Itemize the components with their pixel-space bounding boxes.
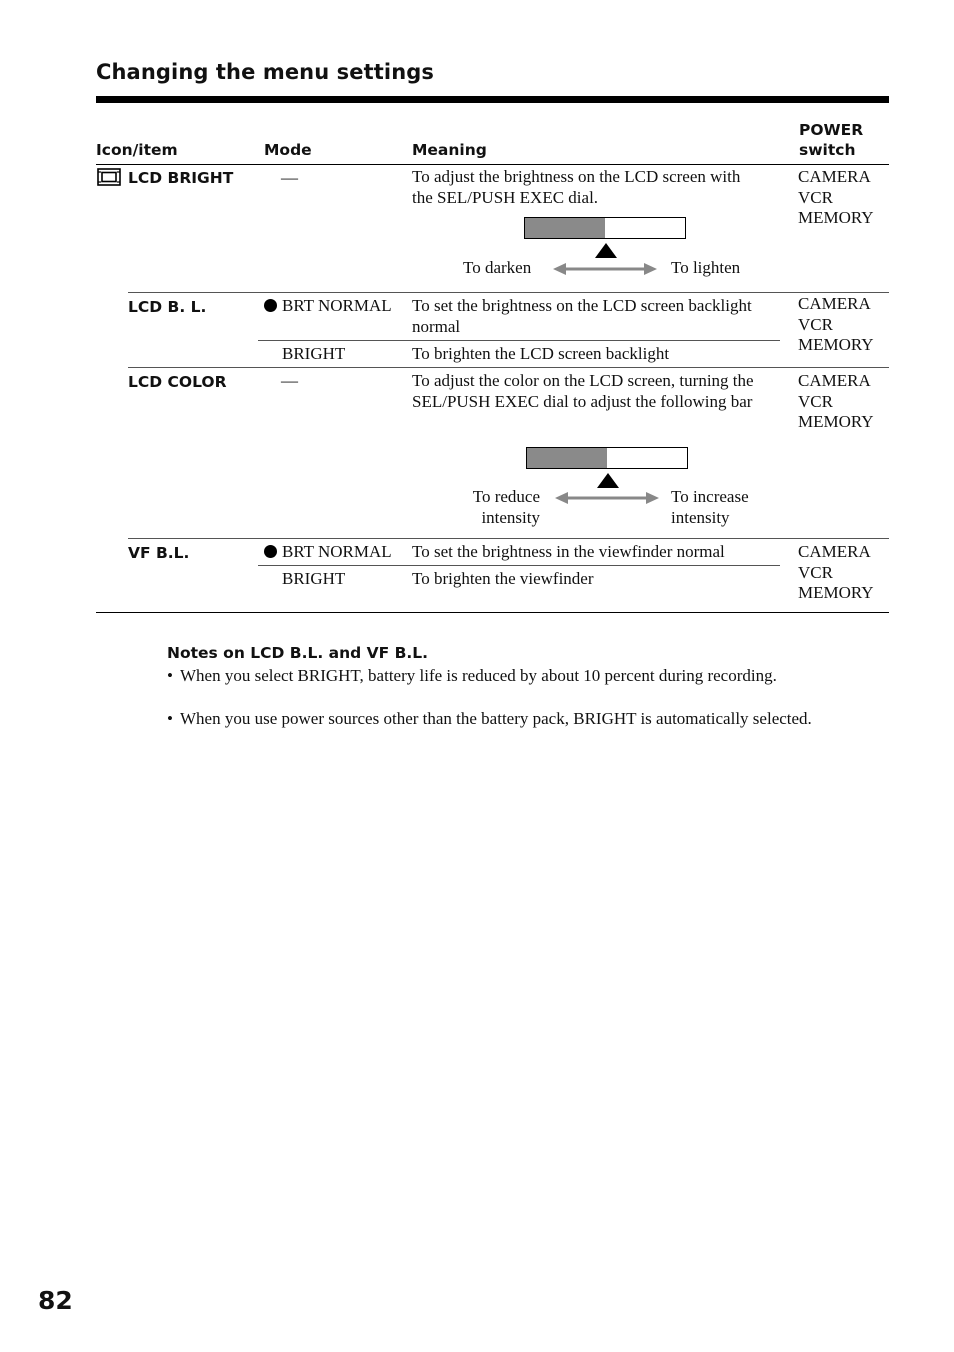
note-item [167,708,867,730]
default-setting-dot-icon [264,299,277,312]
note-text: When you use power sources other than the battery pack, BRIGHT is automatically selected. [180,709,812,728]
power-modes: CAMERA VCR MEMORY [798,371,874,432]
row-divider [128,538,889,539]
meaning-text: To set the brightness in the viewfinder normal [412,542,725,561]
item-lcd-bl: LCD B. L. [128,298,207,316]
header-power-switch [799,120,863,160]
scale-right-label: To increase intensity [671,487,749,527]
color-bar-fill [527,448,607,468]
note-item [167,665,857,687]
power-modes: CAMERA VCR MEMORY [798,294,874,355]
header-power-line1: POWER [799,121,864,139]
table-bottom-rule [96,612,889,613]
scale-right-label: To lighten [671,258,741,277]
header-icon-item: Icon/item [96,141,178,159]
mode-bright: BRIGHT [282,344,346,363]
brightness-bar [524,217,686,239]
mode-label: BRT NORMAL [282,542,392,561]
indicator-triangle-icon [595,243,617,258]
page-number: 82 [38,1286,73,1315]
item-lcd-color: LCD COLOR [128,373,227,391]
meaning-text: To brighten the LCD screen backlight [412,344,670,363]
brightness-bar-fill [525,218,605,238]
power-modes: CAMERA VCR MEMORY [798,542,874,603]
header-meaning: Meaning [412,141,487,159]
scale-left-label: To darken [463,258,532,277]
mode-bright: BRIGHT [282,569,346,588]
bullet: • [167,666,173,685]
title-rule [96,96,889,103]
row-divider [128,292,889,293]
note-text: When you select BRIGHT, battery life is reduced by about 10 percent during recording. [180,666,777,685]
bullet: • [167,709,173,728]
lcd-screen-icon [97,168,121,186]
mode-dash: — [281,371,298,390]
meaning-text: To adjust the color on the LCD screen, turning the SEL/PUSH EXEC dial to adjust the following bar [412,371,754,411]
header-power-line2: switch [799,141,856,159]
mode-dash: — [281,168,298,187]
item-lcd-bright: LCD BRIGHT [128,169,234,187]
header-mode: Mode [264,141,312,159]
page-title: Changing the menu settings [96,60,434,84]
double-arrow-icon [554,491,660,505]
item-vf-bl: VF B.L. [128,544,190,562]
notes-title: Notes on LCD B.L. and VF B.L. [167,644,429,662]
mode-divider [258,340,780,341]
row-divider [128,367,889,368]
meaning-text: To set the brightness on the LCD screen backlight normal [412,296,752,336]
default-setting-dot-icon [264,545,277,558]
header-rule [96,164,889,165]
power-modes: CAMERA VCR MEMORY [798,167,874,228]
meaning-text: To brighten the viewfinder [412,569,594,588]
color-bar [526,447,688,469]
mode-divider [258,565,780,566]
indicator-triangle-icon [597,473,619,488]
mode-brt-normal [264,296,392,317]
double-arrow-icon [552,262,658,276]
mode-label: BRT NORMAL [282,296,392,315]
scale-left-label: To reduce intensity [472,487,540,527]
meaning-text: To adjust the brightness on the LCD screen with the SEL/PUSH EXEC dial. [412,167,741,207]
mode-brt-normal [264,542,392,563]
